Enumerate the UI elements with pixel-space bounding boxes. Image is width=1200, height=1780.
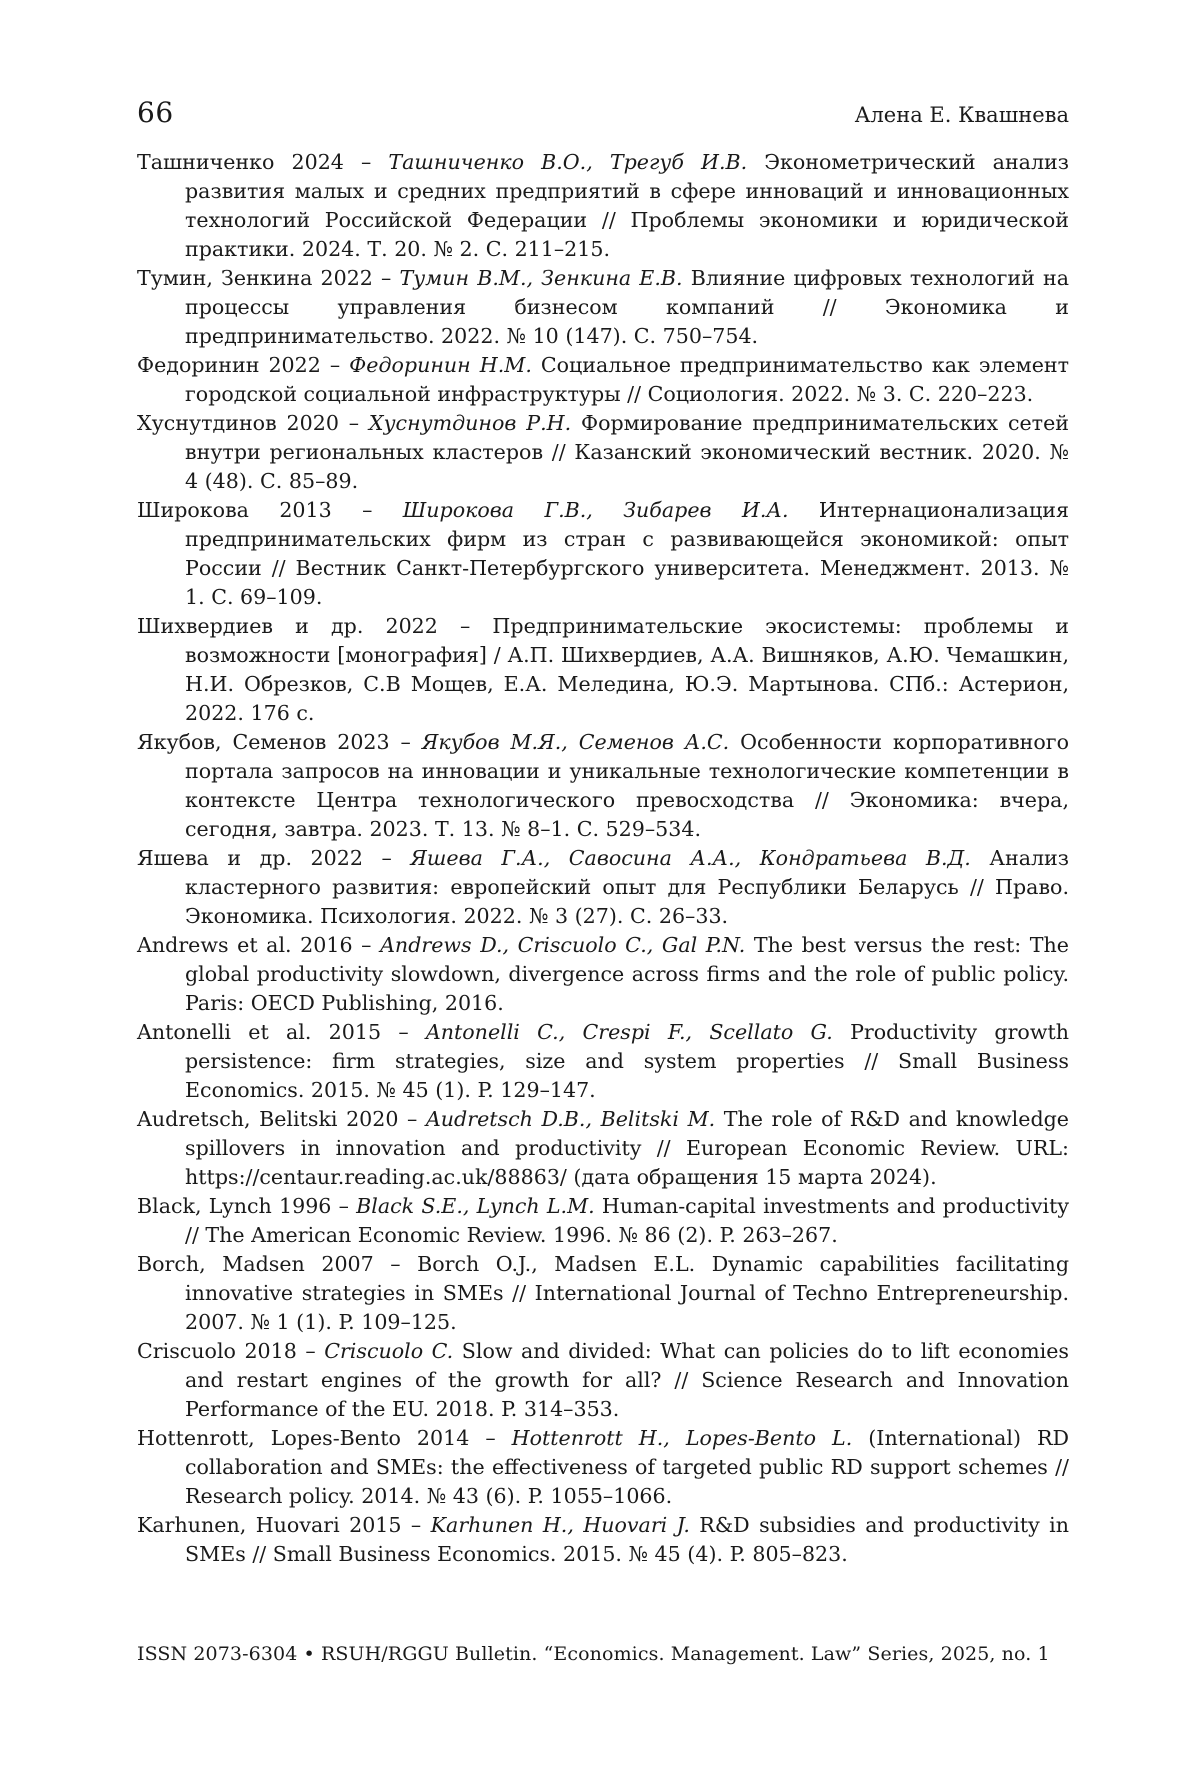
reference-item bbox=[137, 1018, 1069, 1105]
reference-lead: Яшева и др. 2022 – bbox=[137, 846, 411, 870]
reference-text: Slow and divided: What can policies do to lift economies and restart engines of the growth for all? // Science Research and Innovation Performance of the EU. 2018. P. 314–353. bbox=[185, 1339, 1069, 1421]
reference-authors: Andrews D., Criscuolo C., Gal P.N. bbox=[380, 933, 746, 957]
reference-authors: Хуснутдинов Р.Н. bbox=[368, 411, 572, 435]
reference-lead: Ташниченко 2024 – bbox=[137, 150, 389, 174]
reference-item bbox=[137, 728, 1069, 844]
reference-item bbox=[137, 931, 1069, 1018]
reference-authors: Audretsch D.B., Belitski M. bbox=[425, 1107, 716, 1131]
reference-item bbox=[137, 496, 1069, 612]
reference-authors: Karhunen H., Huovari J. bbox=[430, 1513, 690, 1537]
reference-text: Анализ кластерного развития: европейский опыт для Республики Беларусь // Право. Экономика. Психология. 2022. № 3 (27). С. 26–33. bbox=[185, 846, 1070, 928]
page-number: 66 bbox=[137, 96, 174, 129]
reference-text: Влияние цифровых технологий на процессы управления бизнесом компаний // Экономика и предпринимательство. 2022. № 10 (147). С. 750–754. bbox=[185, 266, 1070, 348]
reference-item bbox=[137, 1192, 1069, 1250]
reference-lead: Шихвердиев и др. 2022 – Предпринимательские экосистемы: проблемы и возможности [монография] / А.П. Шихвердиев, А.А. Вишняков, А.Ю. Чемашкин, Н.И. Обрезков, С.В Мощев, Е.А. Меледина, Ю.Э. Мартынова. СПб.: Астерион, 2022. 176 с. bbox=[137, 614, 1069, 725]
reference-lead: Karhunen, Huovari 2015 – bbox=[137, 1513, 431, 1537]
reference-text: Human-capital investments and productivity // The American Economic Review. 1996. № 86 (2). P. 263–267. bbox=[185, 1194, 1069, 1247]
reference-lead: Audretsch, Belitski 2020 – bbox=[137, 1107, 426, 1131]
reference-text: Интернационализация предпринимательских фирм из стран с развивающейся экономикой: опыт России // Вестник Санкт-Петербургского университета. Менеджмент. 2013. № 1. С. 69–109. bbox=[185, 498, 1070, 609]
reference-authors: Широкова Г.В., Зибарев И.А. bbox=[402, 498, 789, 522]
reference-item bbox=[137, 148, 1069, 264]
reference-item bbox=[137, 844, 1069, 931]
reference-authors: Федоринин Н.М. bbox=[349, 353, 532, 377]
reference-lead: Якубов, Семенов 2023 – bbox=[137, 730, 422, 754]
reference-lead: Criscuolo 2018 – bbox=[137, 1339, 325, 1363]
reference-text: Формирование предпринимательских сетей внутри региональных кластеров // Казанский экономический вестник. 2020. № 4 (48). С. 85–89. bbox=[185, 411, 1069, 493]
reference-lead: Широкова 2013 – bbox=[137, 498, 403, 522]
reference-item bbox=[137, 1105, 1069, 1192]
reference-text: The best versus the rest: The global productivity slowdown, divergence across firms and the role of public policy. Paris: OECD Publishing, 2016. bbox=[185, 933, 1069, 1015]
reference-item bbox=[137, 1511, 1069, 1569]
reference-authors: Ташниченко В.О., Трегуб И.В. bbox=[388, 150, 748, 174]
reference-item bbox=[137, 351, 1069, 409]
reference-text: The role of R&D and knowledge spillovers in innovation and productivity // European Economic Review. URL: https://centaur.reading.ac.uk/88863/ (дата обращения 15 марта 2024). bbox=[185, 1107, 1069, 1189]
reference-authors: Тумин В.М., Зенкина Е.В. bbox=[399, 266, 683, 290]
reference-item bbox=[137, 612, 1069, 728]
reference-authors: Hottenrott H., Lopes-Bento L. bbox=[511, 1426, 853, 1450]
reference-lead: Хуснутдинов 2020 – bbox=[137, 411, 369, 435]
reference-text: R&D subsidies and productivity in SMEs // Small Business Economics. 2015. № 45 (4). P. 805–823. bbox=[185, 1513, 1070, 1566]
reference-authors: Antonelli C., Crespi F., Scellato G. bbox=[425, 1020, 833, 1044]
reference-item bbox=[137, 409, 1069, 496]
page-footer: ISSN 2073-6304 • RSUH/RGGU Bulletin. “Economics. Management. Law” Series, 2025, no. 1 bbox=[137, 1643, 1050, 1665]
reference-lead: Hottenrott, Lopes-Bento 2014 – bbox=[137, 1426, 512, 1450]
reference-authors: Criscuolo C. bbox=[324, 1339, 454, 1363]
page-header bbox=[137, 96, 1069, 136]
reference-lead: Black, Lynch 1996 – bbox=[137, 1194, 357, 1218]
reference-text: Социальное предпринимательство как элемент городской социальной инфраструктуры // Социология. 2022. № 3. С. 220–223. bbox=[185, 353, 1070, 406]
reference-lead: Andrews et al. 2016 – bbox=[137, 933, 381, 957]
reference-authors: Яшева Г.А., Савосина А.А., Кондратьева В.Д. bbox=[410, 846, 971, 870]
page bbox=[137, 96, 1069, 1569]
reference-text: Эконометрический анализ развития малых и средних предприятий в сфере инноваций и инновационных технологий Российской Федерации // Проблемы экономики и юридической практики. 2024. Т. 20. № 2. С. 211–215. bbox=[185, 150, 1069, 261]
reference-text: Особенности корпоративного портала запросов на инновации и уникальные технологические компетенции в контексте Центра технологического превосходства // Экономика: вчера, сегодня, завтра. 2023. Т. 13. № 8–1. С. 529–534. bbox=[185, 730, 1069, 841]
reference-item bbox=[137, 264, 1069, 351]
reference-lead: Borch, Madsen 2007 – Borch O.J., Madsen E.L. Dynamic capabilities facilitating innovative strategies in SMEs // International Journal of Techno Entrepreneurship. 2007. № 1 (1). P. 109–125. bbox=[137, 1252, 1069, 1334]
reference-list bbox=[137, 148, 1069, 1569]
reference-authors: Якубов М.Я., Семенов А.С. bbox=[421, 730, 730, 754]
reference-lead: Тумин, Зенкина 2022 – bbox=[137, 266, 400, 290]
reference-lead: Antonelli et al. 2015 – bbox=[137, 1020, 426, 1044]
reference-text: (International) RD collaboration and SMEs: the effectiveness of targeted public RD support schemes // Research policy. 2014. № 43 (6). P. 1055–1066. bbox=[185, 1426, 1069, 1508]
reference-item bbox=[137, 1250, 1069, 1337]
reference-item bbox=[137, 1337, 1069, 1424]
running-head-author: Алена Е. Квашнева bbox=[854, 103, 1069, 127]
reference-text: Productivity growth persistence: firm strategies, size and system properties // Small Business Economics. 2015. № 45 (1). P. 129–147. bbox=[185, 1020, 1069, 1102]
reference-authors: Black S.E., Lynch L.M. bbox=[356, 1194, 595, 1218]
reference-item bbox=[137, 1424, 1069, 1511]
reference-lead: Федоринин 2022 – bbox=[137, 353, 350, 377]
